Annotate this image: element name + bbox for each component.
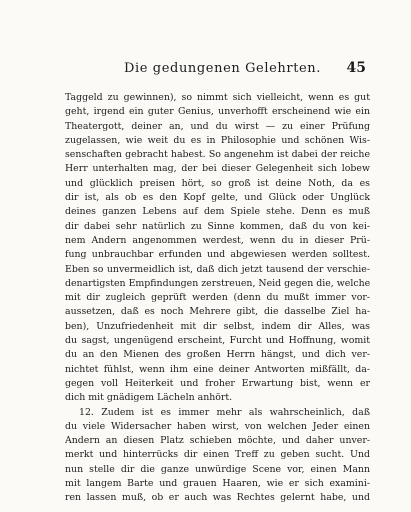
text-line: zugelassen, wie weit du es in Philosophie und schönen Wis- bbox=[65, 134, 370, 146]
text-line: dich mit gnädigem Lächeln anhört. bbox=[65, 392, 233, 404]
text-line: dir dabei sehr natürlich zu Sinne kommen, daß du von kei- bbox=[65, 220, 370, 232]
text-line: fung unbrauchbar erfunden und abgewiesen werden solltest. bbox=[65, 249, 370, 261]
text-line: mit langem Barte und grauen Haaren, wie er sich examini- bbox=[65, 478, 370, 490]
page-header bbox=[86, 61, 366, 81]
text-line: senschaften gebracht habest. So angenehm ist dabei der reiche bbox=[65, 149, 370, 161]
text-line: mit dir zugleich geprüft werden (denn du mußt immer vor- bbox=[65, 292, 370, 304]
text-line: nem Andern angenommen werdest, wenn du in dieser Prü- bbox=[65, 234, 370, 246]
text-line: aussetzen, daß es noch Mehrere gibt, die dasselbe Ziel ha- bbox=[65, 306, 370, 318]
text-line: Eben so unvermeidlich ist, daß dich jetzt tausend der verschie- bbox=[65, 263, 370, 275]
running-title: Die gedungenen Gelehrten. bbox=[124, 61, 322, 76]
text-line: geht, irgend ein guter Genius, unverhofft erscheinend wie ein bbox=[65, 106, 370, 118]
text-line: Theatergott, deiner an, und du wirst — zu einer Prüfung bbox=[65, 120, 370, 132]
text-line: dir ist, als ob es den Kopf gelte, und Glück oder Unglück bbox=[65, 192, 370, 204]
text-line: du an den Mienen des großen Herrn hängst, und dich ver- bbox=[65, 349, 370, 361]
text-line: und glücklich preisen hört, so groß ist deine Noth, da es bbox=[65, 177, 370, 189]
text-line: nun stelle dir die ganze unwürdige Scene vor, einen Mann bbox=[65, 463, 370, 475]
page-number: 45 bbox=[346, 60, 366, 76]
text-line: Herr unterhalten mag, der bei dieser Gelegenheit sich lobew bbox=[65, 163, 370, 175]
text-line: denartigsten Empfindungen zerstreuen, Neid gegen die, welche bbox=[65, 277, 370, 289]
text-line: gegen voll Heiterkeit und froher Erwartung bist, wenn er bbox=[65, 377, 370, 389]
text-line: deines ganzen Lebens auf dem Spiele stehe. Denn es muß bbox=[65, 206, 370, 218]
text-line: Andern an diesen Platz schieben möchte, und daher unver- bbox=[65, 435, 370, 447]
text-line: Taggeld zu gewinnen), so nimmt sich vielleicht, wenn es gut bbox=[65, 92, 370, 103]
text-line: merkt und hinterrücks dir einen Treff zu geben sucht. Und bbox=[65, 449, 370, 461]
text-line: ren lassen muß, ob er auch was Rechtes gelernt habe, und bbox=[65, 492, 370, 504]
text-line: ben), Unzufriedenheit mit dir selbst, indem dir Alles, was bbox=[65, 320, 370, 332]
text-line: du sagst, ungenügend erscheint, Furcht und Hoffnung, womit bbox=[65, 335, 370, 347]
text-line: nichtet fühlst, wenn ihm eine deiner Antworten mißfällt, da- bbox=[65, 363, 370, 375]
body-text bbox=[65, 91, 370, 506]
text-line: 12. Zudem ist es immer mehr als wahrscheinlich, daß bbox=[79, 406, 370, 418]
text-line: du viele Widersacher haben wirst, von welchen Jeder einen bbox=[65, 420, 370, 432]
